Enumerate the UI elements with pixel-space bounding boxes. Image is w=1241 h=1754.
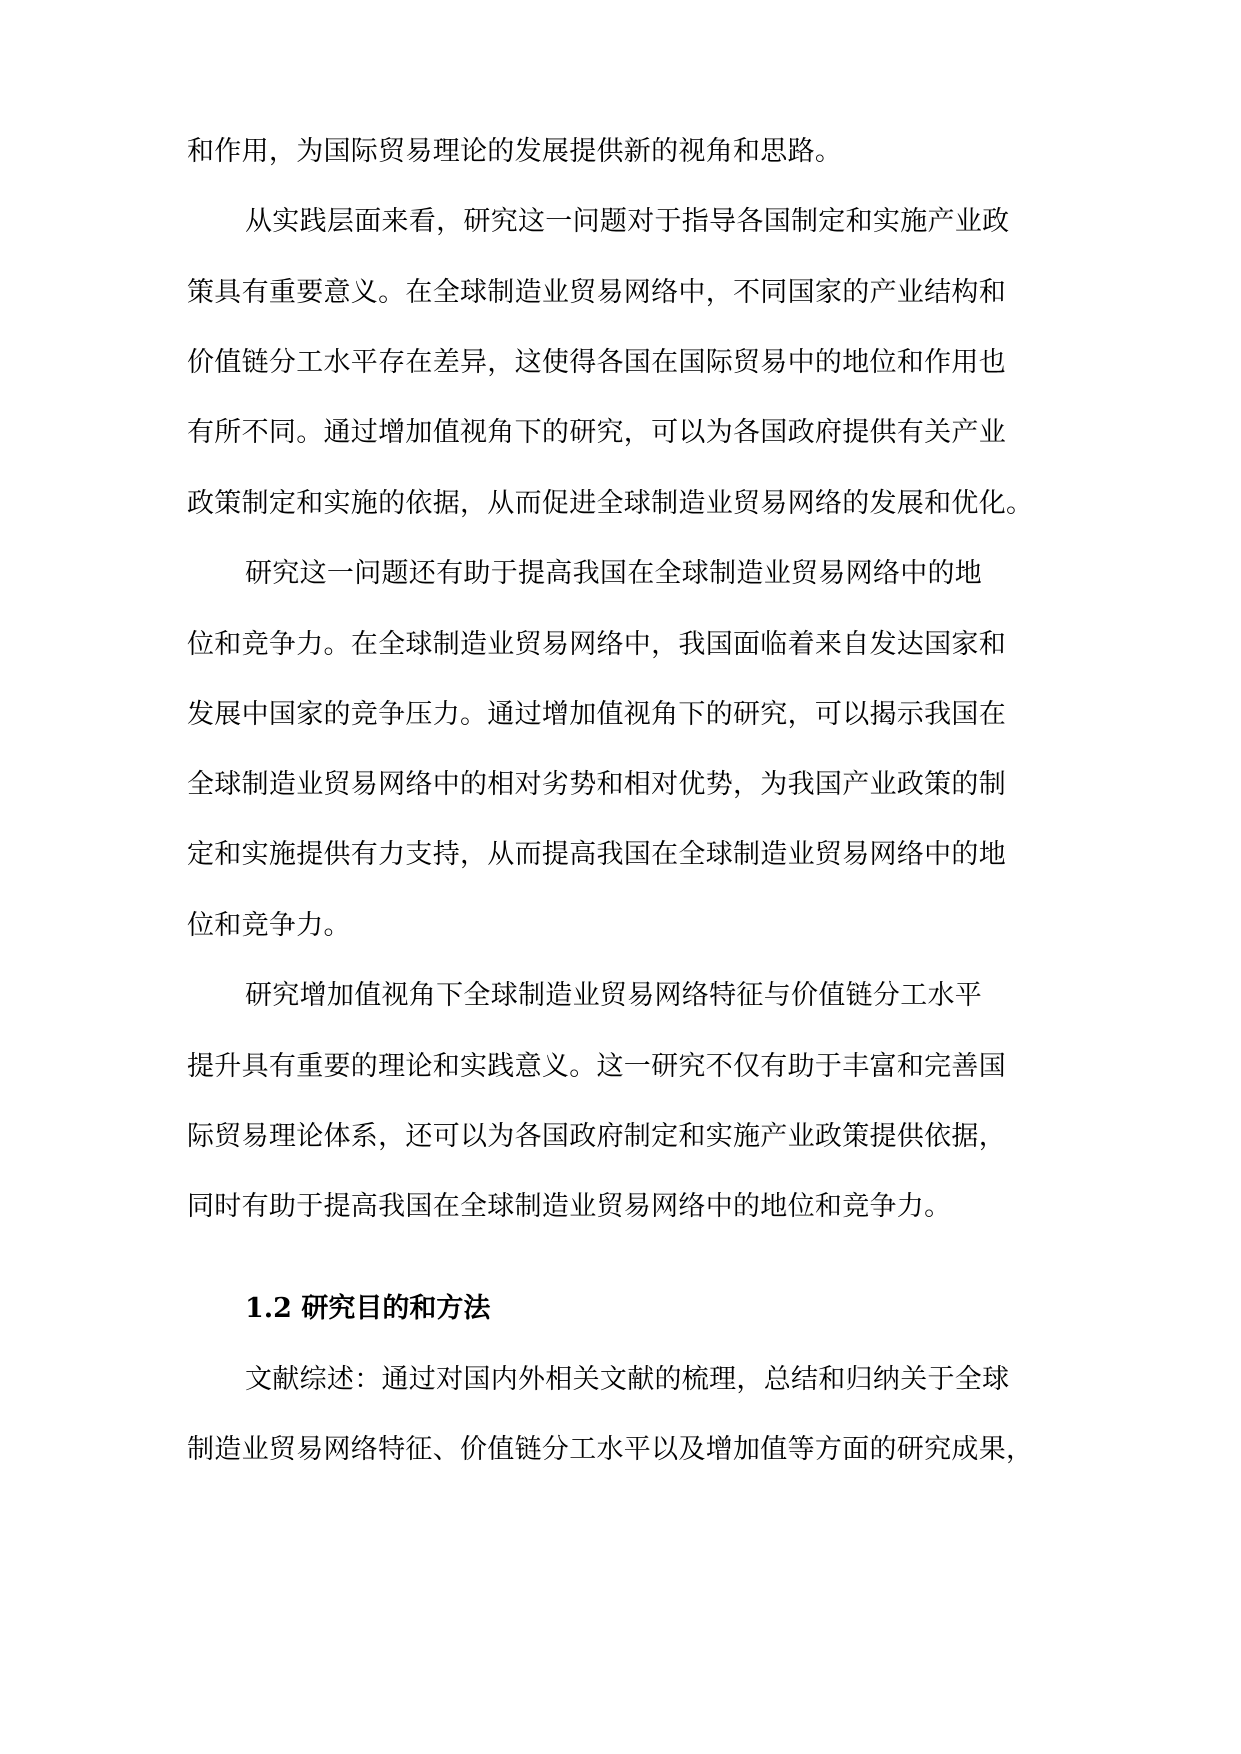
text-line: 际贸易理论体系，还可以为各国政府制定和实施产业政策提供依据， — [187, 1121, 1006, 1152]
text-line: 提升具有重要的理论和实践意义。这一研究不仅有助于丰富和完善国 — [187, 1051, 1006, 1082]
text-line: 位和竞争力。 — [187, 910, 351, 941]
text-line: 有所不同。通过增加值视角下的研究，可以为各国政府提供有关产业 — [187, 417, 1006, 448]
text-line: 价值链分工水平存在差异，这使得各国在国际贸易中的地位和作用也 — [187, 347, 1006, 378]
text-line: 政策制定和实施的依据，从而促进全球制造业贸易网络的发展和优化。 — [187, 488, 1034, 519]
text-line: 定和实施提供有力支持，从而提高我国在全球制造业贸易网络中的地 — [187, 839, 1006, 870]
text-line: 研究这一问题还有助于提高我国在全球制造业贸易网络中的地 — [245, 558, 983, 589]
text-line: 研究增加值视角下全球制造业贸易网络特征与价值链分工水平 — [245, 980, 983, 1011]
text-line: 制造业贸易网络特征、价值链分工水平以及增加值等方面的研究成果， — [187, 1434, 1034, 1465]
text-line: 策具有重要意义。在全球制造业贸易网络中，不同国家的产业结构和 — [187, 277, 1006, 308]
section-heading: 1.2 研究目的和方法 — [245, 1293, 491, 1324]
text-line: 位和竞争力。在全球制造业贸易网络中，我国面临着来自发达国家和 — [187, 629, 1006, 660]
text-line: 从实践层面来看，研究这一问题对于指导各国制定和实施产业政 — [245, 206, 1010, 237]
text-line: 和作用，为国际贸易理论的发展提供新的视角和思路。 — [187, 136, 843, 167]
text-line: 全球制造业贸易网络中的相对劣势和相对优势，为我国产业政策的制 — [187, 769, 1006, 800]
text-line: 文献综述：通过对国内外相关文献的梳理，总结和归纳关于全球 — [245, 1364, 1010, 1395]
text-line: 同时有助于提高我国在全球制造业贸易网络中的地位和竞争力。 — [187, 1191, 952, 1222]
text-line: 发展中国家的竞争压力。通过增加值视角下的研究，可以揭示我国在 — [187, 699, 1006, 730]
